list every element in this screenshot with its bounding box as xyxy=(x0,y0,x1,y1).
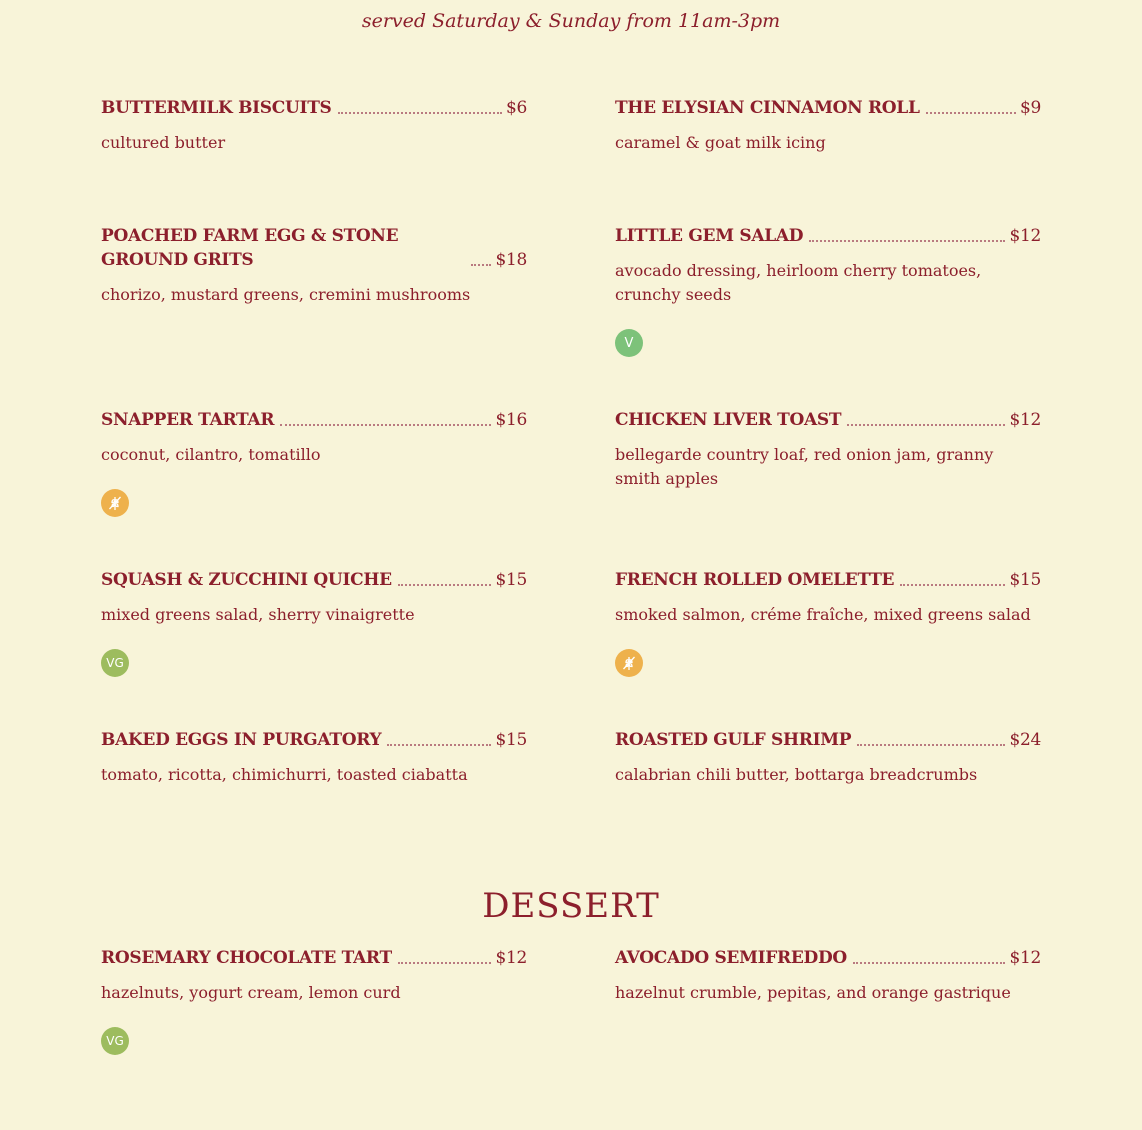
item-name: ROASTED GULF SHRIMP xyxy=(615,730,852,750)
menu-item xyxy=(101,568,527,677)
dot-leader xyxy=(853,962,1006,964)
vegan-icon: VG xyxy=(101,1027,129,1055)
item-name: THE ELYSIAN CINNAMON ROLL xyxy=(615,98,920,118)
vegetarian-icon: V xyxy=(615,329,643,357)
menu-item xyxy=(615,728,1041,787)
item-price: $12 xyxy=(1009,410,1041,430)
item-description: avocado dressing, heirloom cherry tomatoes, crunchy seeds xyxy=(615,261,982,304)
dot-leader xyxy=(847,424,1005,426)
item-description: caramel & goat milk icing xyxy=(615,133,826,152)
item-price: $15 xyxy=(495,570,527,590)
item-description: chorizo, mustard greens, cremini mushrooms xyxy=(101,285,471,304)
dot-leader xyxy=(387,744,491,746)
menu-item xyxy=(101,224,527,307)
dessert-section-title: DESSERT xyxy=(482,886,660,926)
item-name: CHICKEN LIVER TOAST xyxy=(615,410,842,430)
item-price: $16 xyxy=(495,410,527,430)
dot-leader xyxy=(398,584,492,586)
menu-item xyxy=(615,946,1041,1005)
dot-leader xyxy=(857,744,1005,746)
dot-leader xyxy=(338,112,502,114)
item-description: tomato, ricotta, chimichurri, toasted ciabatta xyxy=(101,765,468,784)
item-description: smoked salmon, créme fraîche, mixed greens salad xyxy=(615,605,1031,624)
item-description: cultured butter xyxy=(101,133,226,152)
gluten-free-icon xyxy=(615,649,643,677)
item-price: $6 xyxy=(505,98,527,118)
item-name: SQUASH & ZUCCHINI QUICHE xyxy=(101,570,392,590)
item-price: $12 xyxy=(1009,948,1041,968)
dot-leader xyxy=(900,584,1005,586)
dot-leader xyxy=(926,112,1016,114)
item-name: POACHED FARM EGG & STONE GROUND GRITS xyxy=(101,226,399,270)
gluten-free-icon xyxy=(101,489,129,517)
item-price: $24 xyxy=(1009,730,1041,750)
menu-item xyxy=(615,568,1041,677)
item-price: $12 xyxy=(1009,226,1041,246)
item-price: $12 xyxy=(495,948,527,968)
item-description: mixed greens salad, sherry vinaigrette xyxy=(101,605,415,624)
menu-item xyxy=(615,408,1041,491)
item-price: $9 xyxy=(1019,98,1041,118)
item-name: SNAPPER TARTAR xyxy=(101,410,275,430)
dot-leader xyxy=(398,962,492,964)
dot-leader xyxy=(471,264,491,266)
menu-item xyxy=(101,96,527,155)
item-description: calabrian chili butter, bottarga breadcrumbs xyxy=(615,765,978,784)
item-name: ROSEMARY CHOCOLATE TART xyxy=(101,948,392,968)
item-name: LITTLE GEM SALAD xyxy=(615,226,804,246)
menu-item xyxy=(101,946,527,1055)
menu-item xyxy=(615,224,1041,357)
item-name: BUTTERMILK BISCUITS xyxy=(101,98,332,118)
menu-subtitle: served Saturday & Sunday from 11am-3pm xyxy=(361,10,781,32)
item-price: $15 xyxy=(495,730,527,750)
vegan-icon: VG xyxy=(101,649,129,677)
dot-leader xyxy=(280,424,491,426)
item-name: BAKED EGGS IN PURGATORY xyxy=(101,730,382,750)
dot-leader xyxy=(809,240,1005,242)
item-description: coconut, cilantro, tomatillo xyxy=(101,445,321,464)
menu-item xyxy=(101,408,527,517)
item-name: FRENCH ROLLED OMELETTE xyxy=(615,570,895,590)
item-description: bellegarde country loaf, red onion jam, granny smith apples xyxy=(615,445,994,488)
menu-item xyxy=(615,96,1041,155)
item-price: $15 xyxy=(1009,570,1041,590)
item-description: hazelnuts, yogurt cream, lemon curd xyxy=(101,983,401,1002)
item-name: AVOCADO SEMIFREDDO xyxy=(615,948,847,968)
item-description: hazelnut crumble, pepitas, and orange gastrique xyxy=(615,983,1011,1002)
item-price: $18 xyxy=(495,250,527,270)
menu-item xyxy=(101,728,527,787)
